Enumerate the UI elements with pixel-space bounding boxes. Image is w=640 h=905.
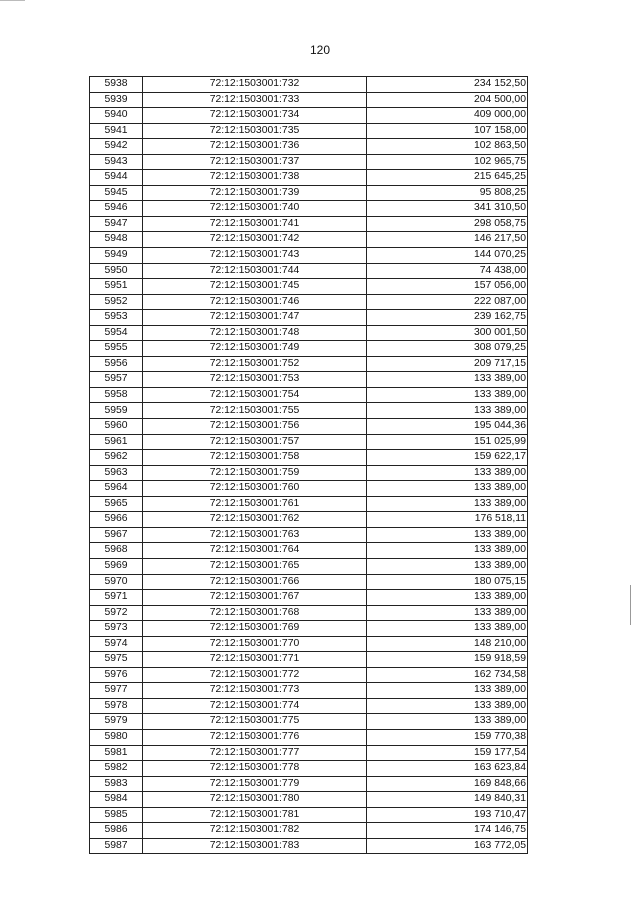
cadastral-number: 72:12:1503001:781 <box>143 807 367 823</box>
row-number: 5979 <box>90 714 143 730</box>
cadastral-value: 149 840,31 <box>367 792 528 808</box>
table-row <box>90 605 528 621</box>
row-number: 5960 <box>90 419 143 435</box>
table-row <box>90 729 528 745</box>
cadastral-number: 72:12:1503001:778 <box>143 761 367 777</box>
table-row <box>90 232 528 248</box>
cadastral-number: 72:12:1503001:776 <box>143 729 367 745</box>
row-number: 5970 <box>90 574 143 590</box>
row-number: 5973 <box>90 621 143 637</box>
row-number: 5985 <box>90 807 143 823</box>
cadastral-number: 72:12:1503001:745 <box>143 279 367 295</box>
cadastral-value: 144 070,25 <box>367 248 528 264</box>
table-row <box>90 356 528 372</box>
page-number: 120 <box>309 43 331 57</box>
cadastral-number: 72:12:1503001:748 <box>143 325 367 341</box>
cadastral-number: 72:12:1503001:736 <box>143 139 367 155</box>
cadastral-number: 72:12:1503001:774 <box>143 698 367 714</box>
cadastral-value: 102 863,50 <box>367 139 528 155</box>
table-row <box>90 838 528 854</box>
cadastral-value: 298 058,75 <box>367 216 528 232</box>
cadastral-value: 133 389,00 <box>367 527 528 543</box>
cadastral-number: 72:12:1503001:734 <box>143 108 367 124</box>
cadastral-number: 72:12:1503001:732 <box>143 77 367 93</box>
table-row <box>90 543 528 559</box>
cadastral-number: 72:12:1503001:746 <box>143 294 367 310</box>
cadastral-value: 151 025,99 <box>367 434 528 450</box>
table-row <box>90 761 528 777</box>
table-row <box>90 792 528 808</box>
row-number: 5946 <box>90 201 143 217</box>
table-row <box>90 139 528 155</box>
cadastral-number: 72:12:1503001:783 <box>143 838 367 854</box>
row-number: 5941 <box>90 123 143 139</box>
cadastral-number: 72:12:1503001:741 <box>143 216 367 232</box>
cadastral-number: 72:12:1503001:765 <box>143 558 367 574</box>
cadastral-number: 72:12:1503001:742 <box>143 232 367 248</box>
row-number: 5976 <box>90 667 143 683</box>
row-number: 5971 <box>90 590 143 606</box>
row-number: 5958 <box>90 387 143 403</box>
cadastral-value-table <box>89 76 528 854</box>
table-row <box>90 108 528 124</box>
cadastral-value: 133 389,00 <box>367 543 528 559</box>
scan-edge-mark <box>0 0 25 1</box>
row-number: 5954 <box>90 325 143 341</box>
table-row <box>90 465 528 481</box>
row-number: 5974 <box>90 636 143 652</box>
row-number: 5984 <box>90 792 143 808</box>
table-row <box>90 294 528 310</box>
row-number: 5972 <box>90 605 143 621</box>
cadastral-number: 72:12:1503001:770 <box>143 636 367 652</box>
table-row <box>90 216 528 232</box>
table-row <box>90 481 528 497</box>
cadastral-value: 146 217,50 <box>367 232 528 248</box>
table-row <box>90 683 528 699</box>
cadastral-number: 72:12:1503001:744 <box>143 263 367 279</box>
cadastral-value: 169 848,66 <box>367 776 528 792</box>
cadastral-value: 163 623,84 <box>367 761 528 777</box>
cadastral-value: 215 645,25 <box>367 170 528 186</box>
row-number: 5951 <box>90 279 143 295</box>
cadastral-number: 72:12:1503001:782 <box>143 823 367 839</box>
row-number: 5964 <box>90 481 143 497</box>
table-row <box>90 450 528 466</box>
row-number: 5966 <box>90 512 143 528</box>
cadastral-number: 72:12:1503001:738 <box>143 170 367 186</box>
row-number: 5981 <box>90 745 143 761</box>
cadastral-value: 159 918,59 <box>367 652 528 668</box>
row-number: 5952 <box>90 294 143 310</box>
row-number: 5956 <box>90 356 143 372</box>
row-number: 5978 <box>90 698 143 714</box>
cadastral-value: 133 389,00 <box>367 698 528 714</box>
table-row <box>90 170 528 186</box>
cadastral-number: 72:12:1503001:769 <box>143 621 367 637</box>
table-row <box>90 201 528 217</box>
cadastral-number: 72:12:1503001:766 <box>143 574 367 590</box>
table-row <box>90 823 528 839</box>
cadastral-number: 72:12:1503001:740 <box>143 201 367 217</box>
cadastral-number: 72:12:1503001:771 <box>143 652 367 668</box>
table-row <box>90 77 528 93</box>
cadastral-number: 72:12:1503001:755 <box>143 403 367 419</box>
cadastral-value: 133 389,00 <box>367 605 528 621</box>
cadastral-value: 133 389,00 <box>367 387 528 403</box>
row-number: 5953 <box>90 310 143 326</box>
row-number: 5961 <box>90 434 143 450</box>
table-row <box>90 714 528 730</box>
row-number: 5986 <box>90 823 143 839</box>
cadastral-number: 72:12:1503001:759 <box>143 465 367 481</box>
cadastral-number: 72:12:1503001:756 <box>143 419 367 435</box>
row-number: 5980 <box>90 729 143 745</box>
row-number: 5962 <box>90 450 143 466</box>
table-row <box>90 419 528 435</box>
table-row <box>90 776 528 792</box>
cadastral-value: 148 210,00 <box>367 636 528 652</box>
cadastral-value: 159 177,54 <box>367 745 528 761</box>
row-number: 5940 <box>90 108 143 124</box>
row-number: 5945 <box>90 185 143 201</box>
cadastral-value: 159 770,38 <box>367 729 528 745</box>
cadastral-number: 72:12:1503001:773 <box>143 683 367 699</box>
cadastral-value: 174 146,75 <box>367 823 528 839</box>
row-number: 5987 <box>90 838 143 854</box>
table-row <box>90 745 528 761</box>
row-number: 5975 <box>90 652 143 668</box>
row-number: 5965 <box>90 496 143 512</box>
cadastral-value: 102 965,75 <box>367 154 528 170</box>
cadastral-number: 72:12:1503001:762 <box>143 512 367 528</box>
table-row <box>90 154 528 170</box>
table-row <box>90 590 528 606</box>
row-number: 5968 <box>90 543 143 559</box>
row-number: 5950 <box>90 263 143 279</box>
cadastral-value: 133 389,00 <box>367 590 528 606</box>
table-row <box>90 248 528 264</box>
row-number: 5947 <box>90 216 143 232</box>
cadastral-value: 107 158,00 <box>367 123 528 139</box>
table-row <box>90 325 528 341</box>
cadastral-value: 300 001,50 <box>367 325 528 341</box>
table-row <box>90 558 528 574</box>
cadastral-number: 72:12:1503001:761 <box>143 496 367 512</box>
cadastral-value: 180 075,15 <box>367 574 528 590</box>
cadastral-number: 72:12:1503001:757 <box>143 434 367 450</box>
table-row <box>90 527 528 543</box>
row-number: 5959 <box>90 403 143 419</box>
cadastral-value: 133 389,00 <box>367 465 528 481</box>
row-number: 5939 <box>90 92 143 108</box>
cadastral-number: 72:12:1503001:743 <box>143 248 367 264</box>
cadastral-number: 72:12:1503001:772 <box>143 667 367 683</box>
cadastral-value: 308 079,25 <box>367 341 528 357</box>
cadastral-number: 72:12:1503001:735 <box>143 123 367 139</box>
cadastral-value: 74 438,00 <box>367 263 528 279</box>
cadastral-number: 72:12:1503001:753 <box>143 372 367 388</box>
cadastral-number: 72:12:1503001:737 <box>143 154 367 170</box>
cadastral-number: 72:12:1503001:764 <box>143 543 367 559</box>
cadastral-value: 341 310,50 <box>367 201 528 217</box>
cadastral-number: 72:12:1503001:749 <box>143 341 367 357</box>
cadastral-value: 95 808,25 <box>367 185 528 201</box>
row-number: 5977 <box>90 683 143 699</box>
table-row <box>90 185 528 201</box>
row-number: 5967 <box>90 527 143 543</box>
table-row <box>90 341 528 357</box>
table-row <box>90 636 528 652</box>
table-row <box>90 667 528 683</box>
cadastral-value: 234 152,50 <box>367 77 528 93</box>
row-number: 5955 <box>90 341 143 357</box>
cadastral-value: 133 389,00 <box>367 558 528 574</box>
table-row <box>90 263 528 279</box>
cadastral-number: 72:12:1503001:777 <box>143 745 367 761</box>
table-row <box>90 403 528 419</box>
scan-edge-mark <box>630 585 631 625</box>
cadastral-value: 409 000,00 <box>367 108 528 124</box>
cadastral-value: 222 087,00 <box>367 294 528 310</box>
cadastral-value: 176 518,11 <box>367 512 528 528</box>
table-row <box>90 310 528 326</box>
cadastral-value: 133 389,00 <box>367 621 528 637</box>
row-number: 5983 <box>90 776 143 792</box>
cadastral-value: 204 500,00 <box>367 92 528 108</box>
cadastral-value: 163 772,05 <box>367 838 528 854</box>
cadastral-number: 72:12:1503001:752 <box>143 356 367 372</box>
cadastral-number: 72:12:1503001:747 <box>143 310 367 326</box>
table-row <box>90 434 528 450</box>
table-row <box>90 496 528 512</box>
row-number: 5982 <box>90 761 143 777</box>
row-number: 5942 <box>90 139 143 155</box>
row-number: 5969 <box>90 558 143 574</box>
table-row <box>90 123 528 139</box>
table-row <box>90 698 528 714</box>
cadastral-value: 133 389,00 <box>367 714 528 730</box>
cadastral-value: 159 622,17 <box>367 450 528 466</box>
cadastral-number: 72:12:1503001:779 <box>143 776 367 792</box>
row-number: 5938 <box>90 77 143 93</box>
table-row <box>90 279 528 295</box>
table-row <box>90 92 528 108</box>
table-row <box>90 372 528 388</box>
cadastral-number: 72:12:1503001:767 <box>143 590 367 606</box>
cadastral-number: 72:12:1503001:780 <box>143 792 367 808</box>
cadastral-value: 239 162,75 <box>367 310 528 326</box>
cadastral-number: 72:12:1503001:758 <box>143 450 367 466</box>
table-row <box>90 621 528 637</box>
row-number: 5943 <box>90 154 143 170</box>
row-number: 5963 <box>90 465 143 481</box>
row-number: 5949 <box>90 248 143 264</box>
cadastral-number: 72:12:1503001:760 <box>143 481 367 497</box>
table-row <box>90 387 528 403</box>
row-number: 5957 <box>90 372 143 388</box>
cadastral-number: 72:12:1503001:754 <box>143 387 367 403</box>
cadastral-value: 162 734,58 <box>367 667 528 683</box>
table-row <box>90 807 528 823</box>
cadastral-value: 209 717,15 <box>367 356 528 372</box>
cadastral-number: 72:12:1503001:768 <box>143 605 367 621</box>
cadastral-number: 72:12:1503001:763 <box>143 527 367 543</box>
cadastral-number: 72:12:1503001:733 <box>143 92 367 108</box>
table-row <box>90 512 528 528</box>
table-row <box>90 574 528 590</box>
cadastral-number: 72:12:1503001:775 <box>143 714 367 730</box>
row-number: 5944 <box>90 170 143 186</box>
cadastral-number: 72:12:1503001:739 <box>143 185 367 201</box>
cadastral-value: 133 389,00 <box>367 403 528 419</box>
cadastral-value: 195 044,36 <box>367 419 528 435</box>
table-row <box>90 652 528 668</box>
cadastral-value: 133 389,00 <box>367 683 528 699</box>
table-body <box>90 77 528 854</box>
cadastral-value: 133 389,00 <box>367 496 528 512</box>
row-number: 5948 <box>90 232 143 248</box>
cadastral-value: 133 389,00 <box>367 481 528 497</box>
cadastral-value: 157 056,00 <box>367 279 528 295</box>
cadastral-value: 133 389,00 <box>367 372 528 388</box>
cadastral-value: 193 710,47 <box>367 807 528 823</box>
